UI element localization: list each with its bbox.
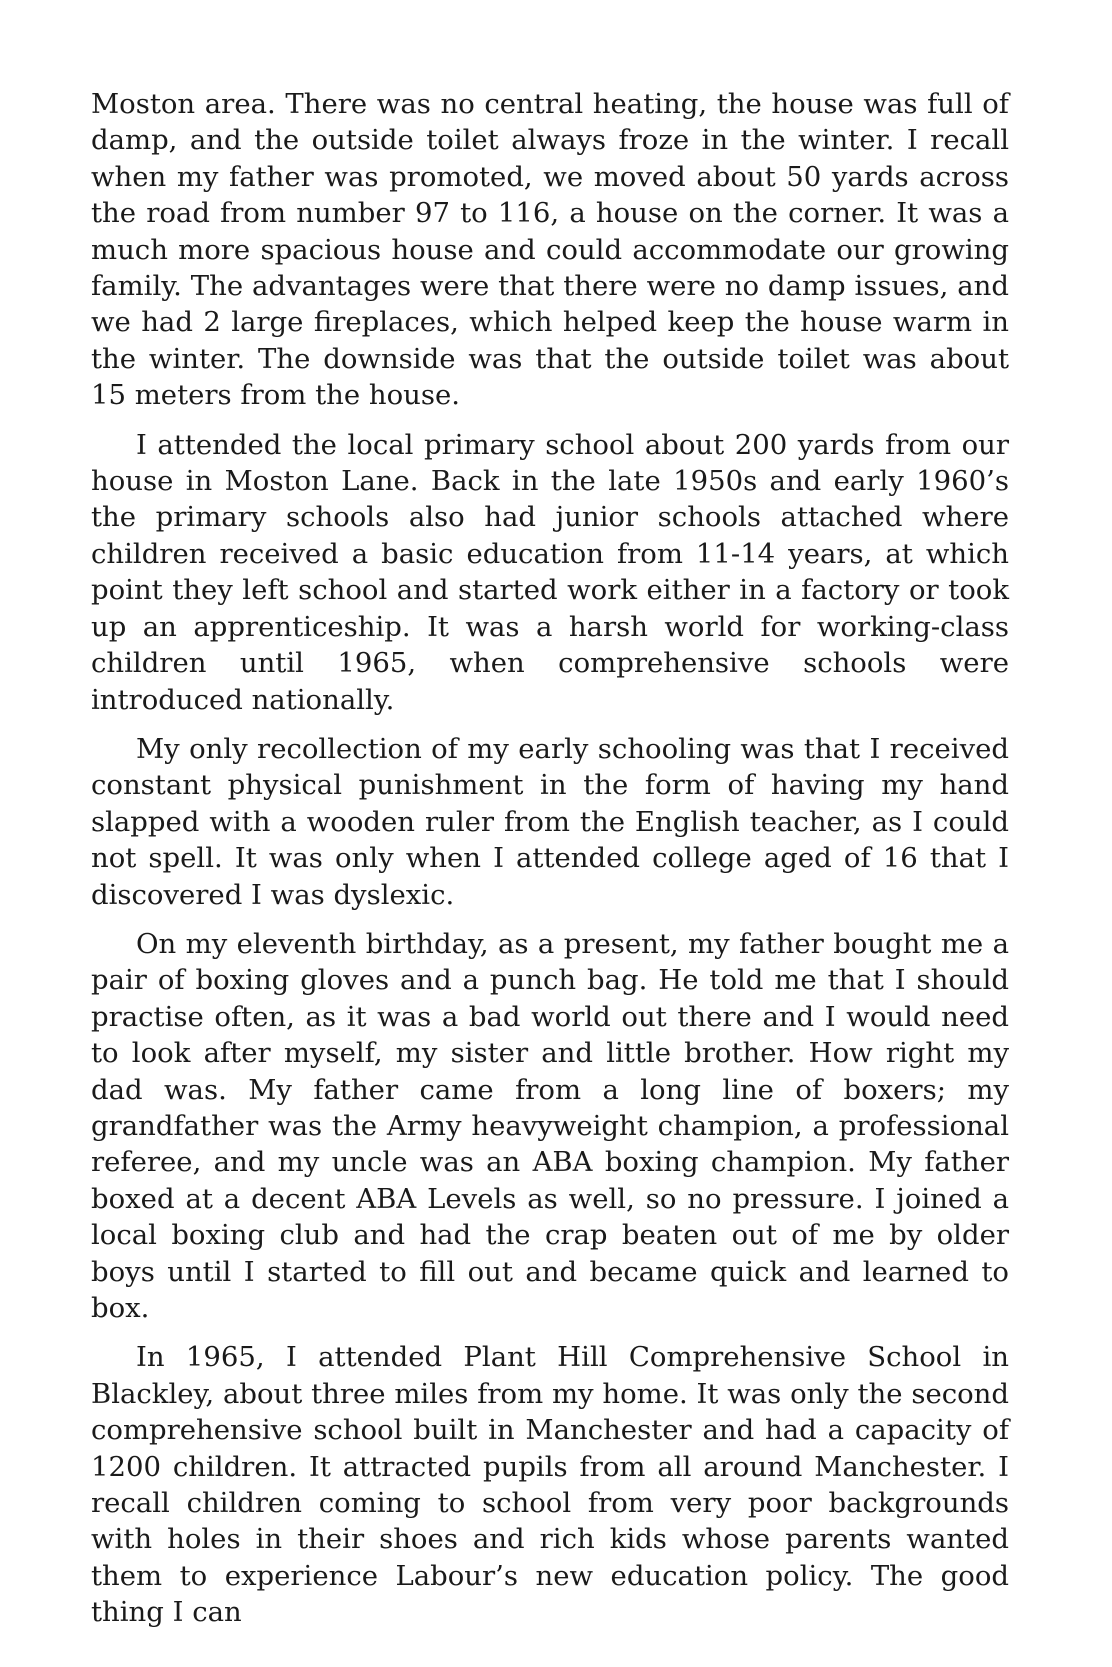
- paragraph-4: On my eleventh birthday, as a present, my father bought me a pair of boxing gloves and a punch bag. He told me that I should practise often, as it was a bad world out there and I would need to look after myself, my sister and little brother. How right my dad was. My father came from a long line of boxers; my grandfather was the Army heavyweight champion, a professional referee, and my uncle was an ABA boxing champion. My father boxed at a decent ABA Levels as well, so no pressure. I joined a local boxing club and had the crap beaten out of me by older boys until I started to fill out and became quick and learned to box.: [91, 927, 1009, 1324]
- paragraph-5: In 1965, I attended Plant Hill Comprehensive School in Blackley, about three miles from my home. It was only the second comprehensive school built in Manchester and had a capacity of 1200 children. It attracted pupils from all around Manchester. I recall children coming to school from very poor backgrounds with holes in their shoes and rich kids whose parents wanted them to experience Labour’s new education policy. The good thing I can: [91, 1341, 1009, 1629]
- page-body: [91, 86, 1009, 1644]
- paragraph-2: I attended the local primary school about 200 yards from our house in Moston Lane. Back in the late 1950s and early 1960’s the primary schools also had junior schools attached where children received a basic education from 11-14 years, at which point they left school and started work either in a factory or took up an apprenticeship. It was a harsh world for working-class children until 1965, when comprehensive schools were introduced nationally.: [91, 428, 1009, 716]
- paragraph-1: Moston area. There was no central heating, the house was full of damp, and the outside toilet always froze in the winter. I recall when my father was promoted, we moved about 50 yards across the road from number 97 to 116, a house on the corner. It was a much more spacious house and could accommodate our growing family. The advantages were that there were no damp issues, and we had 2 large fireplaces, which helped keep the house warm in the winter. The downside was that the outside toilet was about 15 meters from the house.: [91, 88, 1009, 412]
- paragraph-3: My only recollection of my early schooling was that I received constant physical punishment in the form of having my hand slapped with a wooden ruler from the English teacher, as I could not spell. It was only when I attended college aged of 16 that I discovered I was dyslexic.: [91, 732, 1009, 911]
